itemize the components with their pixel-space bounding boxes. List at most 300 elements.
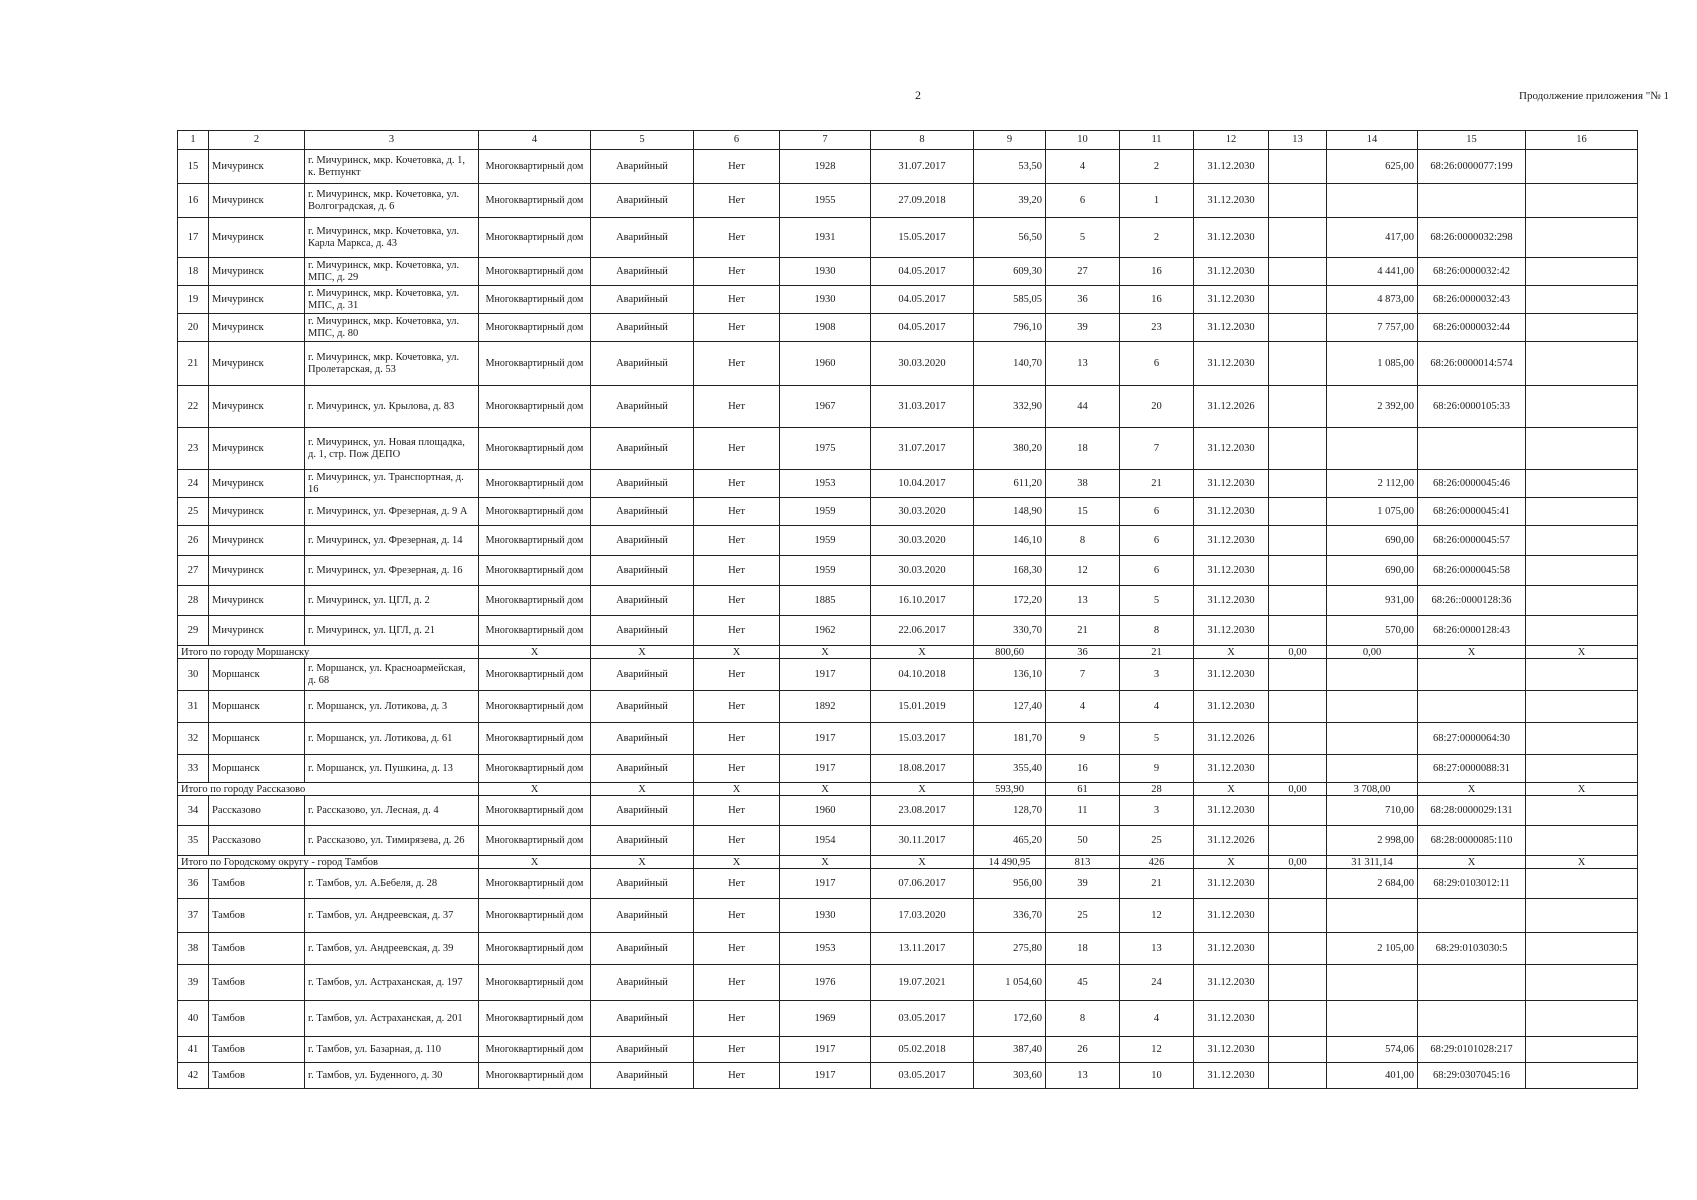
recognition-date-cell: 19.07.2021 bbox=[871, 965, 974, 1001]
relocation-flag-cell: Нет bbox=[694, 526, 780, 556]
table-row bbox=[178, 498, 1638, 526]
subtotal-cell: X bbox=[1194, 646, 1269, 659]
table-row bbox=[178, 184, 1638, 218]
cost-cell bbox=[1327, 899, 1418, 933]
subtotal-cell: 800,60 bbox=[974, 646, 1046, 659]
relocation-flag-cell: Нет bbox=[694, 150, 780, 184]
residents-cell: 16 bbox=[1046, 755, 1120, 783]
address-cell: г. Мичуринск, ул. ЦГЛ, д. 21 bbox=[305, 616, 479, 646]
col-13-cell bbox=[1269, 1037, 1327, 1063]
relocation-flag-cell: Нет bbox=[694, 342, 780, 386]
building-type-cell: Многоквартирный дом bbox=[479, 755, 591, 783]
residents-cell: 50 bbox=[1046, 826, 1120, 856]
municipality-cell: Мичуринск bbox=[209, 586, 305, 616]
col-13-cell bbox=[1269, 691, 1327, 723]
table-row bbox=[178, 796, 1638, 826]
recognition-date-cell: 22.06.2017 bbox=[871, 616, 974, 646]
year-built-cell: 1969 bbox=[780, 1001, 871, 1037]
municipality-cell: Моршанск bbox=[209, 691, 305, 723]
condition-cell: Аварийный bbox=[591, 258, 694, 286]
col-16-cell bbox=[1526, 470, 1638, 498]
municipality-cell: Мичуринск bbox=[209, 286, 305, 314]
apartments-cell: 23 bbox=[1120, 314, 1194, 342]
address-cell: г. Моршанск, ул. Лотикова, д. 61 bbox=[305, 723, 479, 755]
subtotal-cell: X bbox=[1526, 856, 1638, 869]
year-built-cell: 1960 bbox=[780, 796, 871, 826]
deadline-cell: 31.12.2030 bbox=[1194, 586, 1269, 616]
deadline-cell: 31.12.2030 bbox=[1194, 659, 1269, 691]
row-number-cell: 23 bbox=[178, 428, 209, 470]
recognition-date-cell: 30.03.2020 bbox=[871, 556, 974, 586]
row-number-cell: 32 bbox=[178, 723, 209, 755]
area-cell: 1 054,60 bbox=[974, 965, 1046, 1001]
condition-cell: Аварийный bbox=[591, 826, 694, 856]
residents-cell: 6 bbox=[1046, 184, 1120, 218]
building-type-cell: Многоквартирный дом bbox=[479, 933, 591, 965]
municipality-cell: Мичуринск bbox=[209, 258, 305, 286]
address-cell: г. Рассказово, ул. Тимирязева, д. 26 bbox=[305, 826, 479, 856]
apartments-cell: 1 bbox=[1120, 184, 1194, 218]
address-cell: г. Мичуринск, мкр. Кочетовка, ул. МПС, д. 31 bbox=[305, 286, 479, 314]
col-16-cell bbox=[1526, 1063, 1638, 1089]
building-type-cell: Многоквартирный дом bbox=[479, 826, 591, 856]
subtotal-cell: 0,00 bbox=[1269, 856, 1327, 869]
recognition-date-cell: 31.03.2017 bbox=[871, 386, 974, 428]
residents-cell: 36 bbox=[1046, 286, 1120, 314]
residents-cell: 39 bbox=[1046, 314, 1120, 342]
area-cell: 275,80 bbox=[974, 933, 1046, 965]
cadastral-number-cell: 68:26:0000045:57 bbox=[1418, 526, 1526, 556]
apartments-cell: 21 bbox=[1120, 470, 1194, 498]
area-cell: 53,50 bbox=[974, 150, 1046, 184]
residents-cell: 45 bbox=[1046, 965, 1120, 1001]
address-cell: г. Мичуринск, мкр. Кочетовка, ул. МПС, д. 80 bbox=[305, 314, 479, 342]
cadastral-number-cell: 68:27:0000088:31 bbox=[1418, 755, 1526, 783]
deadline-cell: 31.12.2030 bbox=[1194, 965, 1269, 1001]
residents-cell: 44 bbox=[1046, 386, 1120, 428]
deadline-cell: 31.12.2030 bbox=[1194, 258, 1269, 286]
apartments-cell: 12 bbox=[1120, 1037, 1194, 1063]
residents-cell: 7 bbox=[1046, 659, 1120, 691]
cadastral-number-cell: 68:26:0000045:41 bbox=[1418, 498, 1526, 526]
row-number-cell: 26 bbox=[178, 526, 209, 556]
year-built-cell: 1892 bbox=[780, 691, 871, 723]
year-built-cell: 1962 bbox=[780, 616, 871, 646]
deadline-cell: 31.12.2030 bbox=[1194, 1037, 1269, 1063]
row-number-cell: 35 bbox=[178, 826, 209, 856]
cadastral-number-cell bbox=[1418, 1001, 1526, 1037]
cadastral-number-cell: 68:27:0000064:30 bbox=[1418, 723, 1526, 755]
col-13-cell bbox=[1269, 470, 1327, 498]
col-16-cell bbox=[1526, 616, 1638, 646]
recognition-date-cell: 07.06.2017 bbox=[871, 869, 974, 899]
residents-cell: 5 bbox=[1046, 218, 1120, 258]
row-number-cell: 36 bbox=[178, 869, 209, 899]
municipality-cell: Мичуринск bbox=[209, 150, 305, 184]
col-16-cell bbox=[1526, 965, 1638, 1001]
apartments-cell: 25 bbox=[1120, 826, 1194, 856]
subtotal-cell: 426 bbox=[1120, 856, 1194, 869]
building-type-cell: Многоквартирный дом bbox=[479, 150, 591, 184]
residents-cell: 13 bbox=[1046, 342, 1120, 386]
relocation-flag-cell: Нет bbox=[694, 386, 780, 428]
condition-cell: Аварийный bbox=[591, 184, 694, 218]
relocation-flag-cell: Нет bbox=[694, 691, 780, 723]
area-cell: 609,30 bbox=[974, 258, 1046, 286]
relocation-flag-cell: Нет bbox=[694, 218, 780, 258]
subtotal-cell: X bbox=[1194, 856, 1269, 869]
apartments-cell: 7 bbox=[1120, 428, 1194, 470]
condition-cell: Аварийный bbox=[591, 1063, 694, 1089]
table-row bbox=[178, 428, 1638, 470]
col-16-cell bbox=[1526, 150, 1638, 184]
recognition-date-cell: 03.05.2017 bbox=[871, 1001, 974, 1037]
subtotal-row bbox=[178, 646, 1638, 659]
subtotal-cell: X bbox=[694, 783, 780, 796]
residents-cell: 4 bbox=[1046, 150, 1120, 184]
recognition-date-cell: 17.03.2020 bbox=[871, 899, 974, 933]
recognition-date-cell: 27.09.2018 bbox=[871, 184, 974, 218]
building-type-cell: Многоквартирный дом bbox=[479, 286, 591, 314]
row-number-cell: 19 bbox=[178, 286, 209, 314]
col-13-cell bbox=[1269, 218, 1327, 258]
apartments-cell: 9 bbox=[1120, 755, 1194, 783]
apartments-cell: 16 bbox=[1120, 258, 1194, 286]
building-type-cell: Многоквартирный дом bbox=[479, 1063, 591, 1089]
column-number: 10 bbox=[1046, 131, 1120, 150]
col-13-cell bbox=[1269, 616, 1327, 646]
col-16-cell bbox=[1526, 659, 1638, 691]
condition-cell: Аварийный bbox=[591, 342, 694, 386]
subtotal-cell: X bbox=[591, 646, 694, 659]
table-row bbox=[178, 899, 1638, 933]
building-type-cell: Многоквартирный дом bbox=[479, 470, 591, 498]
col-16-cell bbox=[1526, 586, 1638, 616]
municipality-cell: Тамбов bbox=[209, 869, 305, 899]
row-number-cell: 39 bbox=[178, 965, 209, 1001]
row-number-cell: 25 bbox=[178, 498, 209, 526]
recognition-date-cell: 15.05.2017 bbox=[871, 218, 974, 258]
address-cell: г. Моршанск, ул. Красноармейская, д. 68 bbox=[305, 659, 479, 691]
building-type-cell: Многоквартирный дом bbox=[479, 586, 591, 616]
col-13-cell bbox=[1269, 586, 1327, 616]
apartments-cell: 2 bbox=[1120, 150, 1194, 184]
cadastral-number-cell: 68:26:0000032:298 bbox=[1418, 218, 1526, 258]
col-16-cell bbox=[1526, 1001, 1638, 1037]
condition-cell: Аварийный bbox=[591, 314, 694, 342]
building-type-cell: Многоквартирный дом bbox=[479, 498, 591, 526]
apartments-cell: 12 bbox=[1120, 899, 1194, 933]
subtotal-cell: 593,90 bbox=[974, 783, 1046, 796]
address-cell: г. Тамбов, ул. Базарная, д. 110 bbox=[305, 1037, 479, 1063]
cadastral-number-cell: 68:29:0307045:16 bbox=[1418, 1063, 1526, 1089]
municipality-cell: Мичуринск bbox=[209, 386, 305, 428]
cost-cell: 931,00 bbox=[1327, 586, 1418, 616]
subtotal-cell: X bbox=[1418, 783, 1526, 796]
subtotal-cell: X bbox=[1194, 783, 1269, 796]
deadline-cell: 31.12.2030 bbox=[1194, 691, 1269, 723]
col-13-cell bbox=[1269, 796, 1327, 826]
row-number-cell: 29 bbox=[178, 616, 209, 646]
building-type-cell: Многоквартирный дом bbox=[479, 1001, 591, 1037]
residents-cell: 18 bbox=[1046, 428, 1120, 470]
subtotal-cell: X bbox=[479, 856, 591, 869]
recognition-date-cell: 30.03.2020 bbox=[871, 526, 974, 556]
row-number-cell: 15 bbox=[178, 150, 209, 184]
subtotal-cell: 0,00 bbox=[1269, 646, 1327, 659]
table-row bbox=[178, 723, 1638, 755]
condition-cell: Аварийный bbox=[591, 1001, 694, 1037]
column-number: 7 bbox=[780, 131, 871, 150]
year-built-cell: 1917 bbox=[780, 869, 871, 899]
column-number: 12 bbox=[1194, 131, 1269, 150]
table-row bbox=[178, 691, 1638, 723]
address-cell: г. Тамбов, ул. Андреевская, д. 37 bbox=[305, 899, 479, 933]
municipality-cell: Тамбов bbox=[209, 1001, 305, 1037]
area-cell: 140,70 bbox=[974, 342, 1046, 386]
col-16-cell bbox=[1526, 526, 1638, 556]
cadastral-number-cell bbox=[1418, 184, 1526, 218]
deadline-cell: 31.12.2030 bbox=[1194, 218, 1269, 258]
building-type-cell: Многоквартирный дом bbox=[479, 965, 591, 1001]
relocation-flag-cell: Нет bbox=[694, 869, 780, 899]
table-row bbox=[178, 1037, 1638, 1063]
relocation-flag-cell: Нет bbox=[694, 470, 780, 498]
year-built-cell: 1953 bbox=[780, 470, 871, 498]
deadline-cell: 31.12.2030 bbox=[1194, 1063, 1269, 1089]
cadastral-number-cell bbox=[1418, 899, 1526, 933]
relocation-flag-cell: Нет bbox=[694, 796, 780, 826]
relocation-flag-cell: Нет bbox=[694, 616, 780, 646]
column-number: 9 bbox=[974, 131, 1046, 150]
row-number-cell: 31 bbox=[178, 691, 209, 723]
municipality-cell: Мичуринск bbox=[209, 616, 305, 646]
subtotal-cell: X bbox=[479, 646, 591, 659]
deadline-cell: 31.12.2030 bbox=[1194, 1001, 1269, 1037]
municipality-cell: Тамбов bbox=[209, 1063, 305, 1089]
col-13-cell bbox=[1269, 258, 1327, 286]
table-row bbox=[178, 386, 1638, 428]
relocation-flag-cell: Нет bbox=[694, 428, 780, 470]
municipality-cell: Тамбов bbox=[209, 1037, 305, 1063]
subtotal-cell: 3 708,00 bbox=[1327, 783, 1418, 796]
municipality-cell: Тамбов bbox=[209, 933, 305, 965]
municipality-cell: Тамбов bbox=[209, 965, 305, 1001]
col-16-cell bbox=[1526, 428, 1638, 470]
subtotal-cell: X bbox=[694, 646, 780, 659]
municipality-cell: Тамбов bbox=[209, 899, 305, 933]
column-number: 4 bbox=[479, 131, 591, 150]
col-13-cell bbox=[1269, 723, 1327, 755]
subtotal-cell: 813 bbox=[1046, 856, 1120, 869]
area-cell: 303,60 bbox=[974, 1063, 1046, 1089]
col-13-cell bbox=[1269, 933, 1327, 965]
area-cell: 330,70 bbox=[974, 616, 1046, 646]
building-type-cell: Многоквартирный дом bbox=[479, 556, 591, 586]
col-16-cell bbox=[1526, 218, 1638, 258]
address-cell: г. Тамбов, ул. А.Бебеля, д. 28 bbox=[305, 869, 479, 899]
cost-cell: 690,00 bbox=[1327, 556, 1418, 586]
cadastral-number-cell: 68:26:0000032:42 bbox=[1418, 258, 1526, 286]
condition-cell: Аварийный bbox=[591, 218, 694, 258]
apartments-cell: 2 bbox=[1120, 218, 1194, 258]
table-row bbox=[178, 218, 1638, 258]
area-cell: 355,40 bbox=[974, 755, 1046, 783]
residents-cell: 13 bbox=[1046, 586, 1120, 616]
col-16-cell bbox=[1526, 796, 1638, 826]
cost-cell bbox=[1327, 184, 1418, 218]
condition-cell: Аварийный bbox=[591, 556, 694, 586]
relocation-flag-cell: Нет bbox=[694, 899, 780, 933]
subtotal-row bbox=[178, 856, 1638, 869]
subtotal-cell: X bbox=[1418, 646, 1526, 659]
col-13-cell bbox=[1269, 659, 1327, 691]
column-number: 11 bbox=[1120, 131, 1194, 150]
year-built-cell: 1930 bbox=[780, 258, 871, 286]
residents-cell: 15 bbox=[1046, 498, 1120, 526]
column-number: 1 bbox=[178, 131, 209, 150]
year-built-cell: 1930 bbox=[780, 899, 871, 933]
subtotal-label: Итого по городу Моршанску bbox=[178, 646, 479, 659]
subtotal-cell: X bbox=[780, 646, 871, 659]
table-row bbox=[178, 586, 1638, 616]
relocation-flag-cell: Нет bbox=[694, 1063, 780, 1089]
col-16-cell bbox=[1526, 933, 1638, 965]
cadastral-number-cell: 68:29:0101028:217 bbox=[1418, 1037, 1526, 1063]
area-cell: 181,70 bbox=[974, 723, 1046, 755]
residents-cell: 11 bbox=[1046, 796, 1120, 826]
col-16-cell bbox=[1526, 755, 1638, 783]
apartments-cell: 5 bbox=[1120, 586, 1194, 616]
subtotal-cell: X bbox=[694, 856, 780, 869]
deadline-cell: 31.12.2030 bbox=[1194, 498, 1269, 526]
column-number: 16 bbox=[1526, 131, 1638, 150]
deadline-cell: 31.12.2030 bbox=[1194, 933, 1269, 965]
area-cell: 380,20 bbox=[974, 428, 1046, 470]
condition-cell: Аварийный bbox=[591, 428, 694, 470]
subtotal-row bbox=[178, 783, 1638, 796]
cost-cell bbox=[1327, 691, 1418, 723]
year-built-cell: 1955 bbox=[780, 184, 871, 218]
col-13-cell bbox=[1269, 342, 1327, 386]
building-type-cell: Многоквартирный дом bbox=[479, 616, 591, 646]
relocation-flag-cell: Нет bbox=[694, 723, 780, 755]
address-cell: г. Мичуринск, мкр. Кочетовка, ул. МПС, д. 29 bbox=[305, 258, 479, 286]
area-cell: 611,20 bbox=[974, 470, 1046, 498]
municipality-cell: Мичуринск bbox=[209, 342, 305, 386]
address-cell: г. Мичуринск, ул. Транспортная, д. 16 bbox=[305, 470, 479, 498]
cadastral-number-cell bbox=[1418, 659, 1526, 691]
row-number-cell: 17 bbox=[178, 218, 209, 258]
deadline-cell: 31.12.2030 bbox=[1194, 150, 1269, 184]
apartments-cell: 3 bbox=[1120, 796, 1194, 826]
subtotal-cell: 31 311,14 bbox=[1327, 856, 1418, 869]
table-row bbox=[178, 470, 1638, 498]
cadastral-number-cell: 68:26:0000045:58 bbox=[1418, 556, 1526, 586]
row-number-cell: 38 bbox=[178, 933, 209, 965]
row-number-cell: 33 bbox=[178, 755, 209, 783]
column-number: 2 bbox=[209, 131, 305, 150]
column-number: 15 bbox=[1418, 131, 1526, 150]
deadline-cell: 31.12.2030 bbox=[1194, 470, 1269, 498]
row-number-cell: 20 bbox=[178, 314, 209, 342]
deadline-cell: 31.12.2030 bbox=[1194, 616, 1269, 646]
col-16-cell bbox=[1526, 869, 1638, 899]
address-cell: г. Мичуринск, мкр. Кочетовка, ул. Пролетарская, д. 53 bbox=[305, 342, 479, 386]
cost-cell: 2 112,00 bbox=[1327, 470, 1418, 498]
municipality-cell: Мичуринск bbox=[209, 498, 305, 526]
deadline-cell: 31.12.2030 bbox=[1194, 899, 1269, 933]
cost-cell: 2 998,00 bbox=[1327, 826, 1418, 856]
col-16-cell bbox=[1526, 556, 1638, 586]
cadastral-number-cell: 68:26:0000045:46 bbox=[1418, 470, 1526, 498]
apartments-cell: 8 bbox=[1120, 616, 1194, 646]
building-type-cell: Многоквартирный дом bbox=[479, 314, 591, 342]
relocation-flag-cell: Нет bbox=[694, 258, 780, 286]
cadastral-number-cell: 68:28:0000029:131 bbox=[1418, 796, 1526, 826]
year-built-cell: 1908 bbox=[780, 314, 871, 342]
continuation-label: Продолжение приложения "№ 1 bbox=[1519, 90, 1669, 102]
municipality-cell: Мичуринск bbox=[209, 314, 305, 342]
cost-cell: 574,06 bbox=[1327, 1037, 1418, 1063]
deadline-cell: 31.12.2030 bbox=[1194, 755, 1269, 783]
relocation-flag-cell: Нет bbox=[694, 314, 780, 342]
table-row bbox=[178, 826, 1638, 856]
building-type-cell: Многоквартирный дом bbox=[479, 659, 591, 691]
residents-cell: 9 bbox=[1046, 723, 1120, 755]
address-cell: г. Мичуринск, мкр. Кочетовка, д. 1, к. Ветпункт bbox=[305, 150, 479, 184]
col-16-cell bbox=[1526, 342, 1638, 386]
col-13-cell bbox=[1269, 899, 1327, 933]
row-number-cell: 30 bbox=[178, 659, 209, 691]
residents-cell: 38 bbox=[1046, 470, 1120, 498]
address-cell: г. Тамбов, ул. Буденного, д. 30 bbox=[305, 1063, 479, 1089]
subtotal-cell: X bbox=[1418, 856, 1526, 869]
col-13-cell bbox=[1269, 869, 1327, 899]
relocation-flag-cell: Нет bbox=[694, 1037, 780, 1063]
row-number-cell: 18 bbox=[178, 258, 209, 286]
apartments-cell: 10 bbox=[1120, 1063, 1194, 1089]
column-number: 14 bbox=[1327, 131, 1418, 150]
cadastral-number-cell: 68:26::0000128:36 bbox=[1418, 586, 1526, 616]
col-16-cell bbox=[1526, 258, 1638, 286]
row-number-cell: 42 bbox=[178, 1063, 209, 1089]
subtotal-cell: X bbox=[479, 783, 591, 796]
cadastral-number-cell: 68:29:0103012:11 bbox=[1418, 869, 1526, 899]
address-cell: г. Мичуринск, мкр. Кочетовка, ул. Волгоградская, д. 6 bbox=[305, 184, 479, 218]
recognition-date-cell: 31.07.2017 bbox=[871, 150, 974, 184]
cost-cell: 1 085,00 bbox=[1327, 342, 1418, 386]
cadastral-number-cell bbox=[1418, 428, 1526, 470]
table-row bbox=[178, 258, 1638, 286]
col-16-cell bbox=[1526, 386, 1638, 428]
area-cell: 796,10 bbox=[974, 314, 1046, 342]
subtotal-cell: X bbox=[871, 783, 974, 796]
deadline-cell: 31.12.2030 bbox=[1194, 428, 1269, 470]
year-built-cell: 1959 bbox=[780, 556, 871, 586]
relocation-flag-cell: Нет bbox=[694, 965, 780, 1001]
building-type-cell: Многоквартирный дом bbox=[479, 258, 591, 286]
col-13-cell bbox=[1269, 1063, 1327, 1089]
area-cell: 128,70 bbox=[974, 796, 1046, 826]
cost-cell: 4 873,00 bbox=[1327, 286, 1418, 314]
cost-cell: 690,00 bbox=[1327, 526, 1418, 556]
year-built-cell: 1917 bbox=[780, 1037, 871, 1063]
condition-cell: Аварийный bbox=[591, 933, 694, 965]
address-cell: г. Мичуринск, ул. Фрезерная, д. 16 bbox=[305, 556, 479, 586]
year-built-cell: 1954 bbox=[780, 826, 871, 856]
table-row bbox=[178, 965, 1638, 1001]
